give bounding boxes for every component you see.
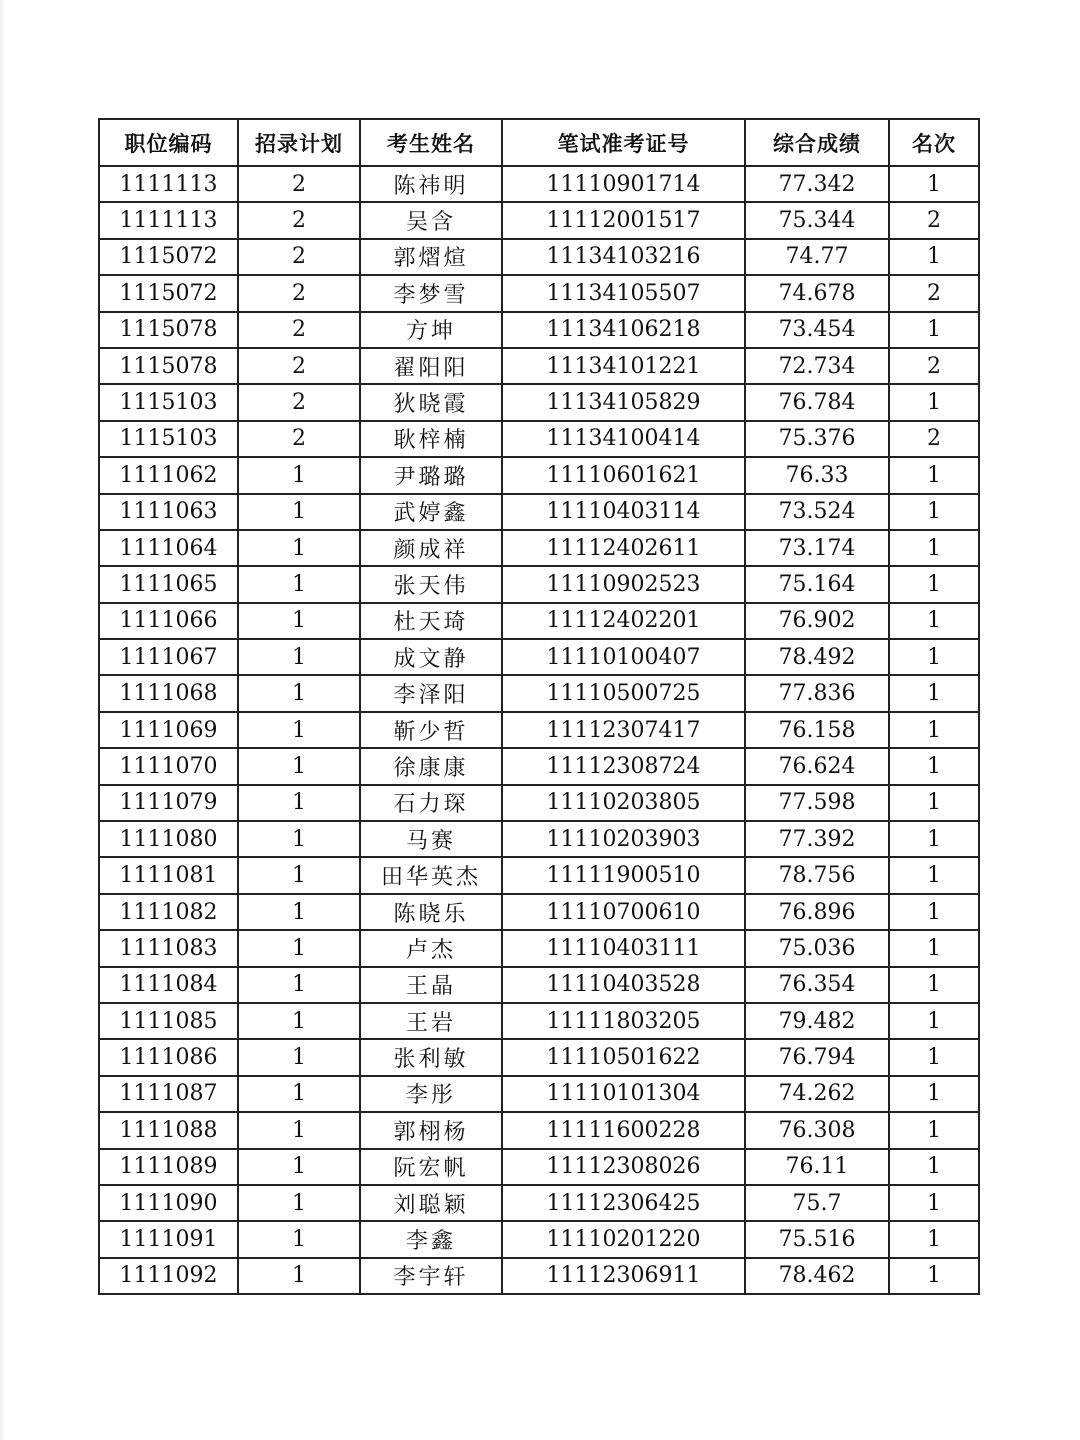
table-row [99, 930, 979, 966]
recruitment-plan-cell: 1 [238, 1221, 360, 1257]
recruitment-plan-cell: 1 [238, 967, 360, 1003]
overall-score-cell: 75.516 [745, 1221, 889, 1257]
position-code-cell: 1111089 [99, 1149, 238, 1185]
exam-ticket-cell: 11134105829 [502, 384, 745, 420]
table-row [99, 457, 979, 493]
position-code-cell: 1111113 [99, 166, 238, 202]
exam-ticket-cell: 11112308026 [502, 1149, 745, 1185]
table-row [99, 1112, 979, 1148]
rank-cell: 2 [889, 275, 979, 311]
candidate-name-cell: 马赛 [360, 821, 502, 857]
recruitment-plan-cell: 2 [238, 384, 360, 420]
exam-ticket-cell: 11111803205 [502, 1003, 745, 1039]
header-position-code: 职位编码 [99, 119, 238, 166]
candidate-name-cell: 陈晓乐 [360, 894, 502, 930]
header-rank: 名次 [889, 119, 979, 166]
candidate-name-cell: 成文静 [360, 639, 502, 675]
rank-cell: 1 [889, 1003, 979, 1039]
position-code-cell: 1111088 [99, 1112, 238, 1148]
position-code-cell: 1111084 [99, 967, 238, 1003]
recruitment-plan-cell: 1 [238, 675, 360, 711]
exam-ticket-cell: 11134105507 [502, 275, 745, 311]
overall-score-cell: 73.524 [745, 494, 889, 530]
candidate-name-cell: 张利敏 [360, 1039, 502, 1075]
rank-cell: 1 [889, 1221, 979, 1257]
position-code-cell: 1115103 [99, 421, 238, 457]
rank-cell: 1 [889, 1112, 979, 1148]
rank-cell: 1 [889, 748, 979, 784]
recruitment-plan-cell: 1 [238, 1258, 360, 1294]
recruitment-plan-cell: 1 [238, 930, 360, 966]
header-candidate-name: 考生姓名 [360, 119, 502, 166]
position-code-cell: 1111090 [99, 1185, 238, 1221]
position-code-cell: 1115072 [99, 275, 238, 311]
rank-cell: 1 [889, 894, 979, 930]
candidate-name-cell: 杜天琦 [360, 603, 502, 639]
recruitment-plan-cell: 1 [238, 821, 360, 857]
candidate-name-cell: 靳少哲 [360, 712, 502, 748]
rank-cell: 1 [889, 967, 979, 1003]
rank-cell: 1 [889, 785, 979, 821]
exam-ticket-cell: 11110101304 [502, 1076, 745, 1112]
position-code-cell: 1111062 [99, 457, 238, 493]
table-row [99, 566, 979, 602]
recruitment-plan-cell: 1 [238, 457, 360, 493]
overall-score-cell: 76.784 [745, 384, 889, 420]
position-code-cell: 1111070 [99, 748, 238, 784]
overall-score-cell: 78.756 [745, 857, 889, 893]
rank-cell: 1 [889, 675, 979, 711]
table-row [99, 785, 979, 821]
position-code-cell: 1111113 [99, 202, 238, 238]
position-code-cell: 1111067 [99, 639, 238, 675]
table-row [99, 239, 979, 275]
rank-cell: 1 [889, 930, 979, 966]
exam-ticket-cell: 11110500725 [502, 675, 745, 711]
candidate-name-cell: 尹璐璐 [360, 457, 502, 493]
rank-cell: 2 [889, 202, 979, 238]
rank-cell: 2 [889, 348, 979, 384]
recruitment-plan-cell: 1 [238, 1149, 360, 1185]
exam-ticket-cell: 11110902523 [502, 566, 745, 602]
overall-score-cell: 74.678 [745, 275, 889, 311]
recruitment-plan-cell: 1 [238, 566, 360, 602]
position-code-cell: 1111080 [99, 821, 238, 857]
table-body [99, 166, 979, 1294]
position-code-cell: 1111087 [99, 1076, 238, 1112]
overall-score-cell: 75.376 [745, 421, 889, 457]
table-row [99, 384, 979, 420]
recruitment-plan-cell: 1 [238, 1003, 360, 1039]
candidate-name-cell: 徐康康 [360, 748, 502, 784]
exam-ticket-cell: 11110700610 [502, 894, 745, 930]
position-code-cell: 1111063 [99, 494, 238, 530]
position-code-cell: 1111081 [99, 857, 238, 893]
position-code-cell: 1115078 [99, 312, 238, 348]
exam-ticket-cell: 11110403528 [502, 967, 745, 1003]
overall-score-cell: 77.342 [745, 166, 889, 202]
recruitment-plan-cell: 1 [238, 785, 360, 821]
exam-ticket-cell: 11134106218 [502, 312, 745, 348]
candidate-name-cell: 田华英杰 [360, 857, 502, 893]
candidate-name-cell: 刘聪颖 [360, 1185, 502, 1221]
overall-score-cell: 76.902 [745, 603, 889, 639]
exam-ticket-cell: 11112308724 [502, 748, 745, 784]
overall-score-cell: 77.392 [745, 821, 889, 857]
recruitment-plan-cell: 2 [238, 166, 360, 202]
recruitment-plan-cell: 1 [238, 857, 360, 893]
overall-score-cell: 79.482 [745, 1003, 889, 1039]
table-row [99, 312, 979, 348]
candidate-name-cell: 石力琛 [360, 785, 502, 821]
overall-score-cell: 74.77 [745, 239, 889, 275]
header-exam-ticket-number: 笔试准考证号 [502, 119, 745, 166]
exam-ticket-cell: 11110203805 [502, 785, 745, 821]
exam-ticket-cell: 11112001517 [502, 202, 745, 238]
exam-ticket-cell: 11112402201 [502, 603, 745, 639]
recruitment-plan-cell: 1 [238, 603, 360, 639]
table-row [99, 1076, 979, 1112]
table-row [99, 1149, 979, 1185]
overall-score-cell: 74.262 [745, 1076, 889, 1112]
position-code-cell: 1111064 [99, 530, 238, 566]
position-code-cell: 1115078 [99, 348, 238, 384]
rank-cell: 1 [889, 494, 979, 530]
candidate-name-cell: 卢杰 [360, 930, 502, 966]
rank-cell: 1 [889, 1258, 979, 1294]
rank-cell: 1 [889, 530, 979, 566]
overall-score-cell: 75.164 [745, 566, 889, 602]
candidate-name-cell: 阮宏帆 [360, 1149, 502, 1185]
recruitment-plan-cell: 2 [238, 202, 360, 238]
recruitment-plan-cell: 1 [238, 1076, 360, 1112]
overall-score-cell: 75.344 [745, 202, 889, 238]
position-code-cell: 1111091 [99, 1221, 238, 1257]
table-row [99, 494, 979, 530]
candidate-name-cell: 武婷鑫 [360, 494, 502, 530]
overall-score-cell: 77.598 [745, 785, 889, 821]
rank-cell: 1 [889, 457, 979, 493]
table-row [99, 821, 979, 857]
overall-score-cell: 76.624 [745, 748, 889, 784]
exam-ticket-cell: 11110100407 [502, 639, 745, 675]
table-row [99, 1003, 979, 1039]
candidate-name-cell: 张天伟 [360, 566, 502, 602]
candidate-name-cell: 李宇轩 [360, 1258, 502, 1294]
position-code-cell: 1115072 [99, 239, 238, 275]
candidate-name-cell: 李泽阳 [360, 675, 502, 711]
table-row [99, 1039, 979, 1075]
exam-ticket-cell: 11112306425 [502, 1185, 745, 1221]
rank-cell: 1 [889, 1039, 979, 1075]
table-row [99, 1185, 979, 1221]
rank-cell: 1 [889, 566, 979, 602]
recruitment-plan-cell: 1 [238, 748, 360, 784]
recruitment-plan-cell: 1 [238, 1112, 360, 1148]
rank-cell: 1 [889, 166, 979, 202]
recruitment-plan-cell: 1 [238, 1185, 360, 1221]
exam-ticket-cell: 11134103216 [502, 239, 745, 275]
candidate-name-cell: 王晶 [360, 967, 502, 1003]
position-code-cell: 1111069 [99, 712, 238, 748]
recruitment-plan-cell: 1 [238, 712, 360, 748]
position-code-cell: 1111092 [99, 1258, 238, 1294]
overall-score-cell: 78.492 [745, 639, 889, 675]
table-row [99, 530, 979, 566]
position-code-cell: 1111086 [99, 1039, 238, 1075]
rank-cell: 1 [889, 603, 979, 639]
exam-ticket-cell: 11112402611 [502, 530, 745, 566]
table-row [99, 967, 979, 1003]
header-overall-score: 综合成绩 [745, 119, 889, 166]
position-code-cell: 1111068 [99, 675, 238, 711]
exam-ticket-cell: 11110201220 [502, 1221, 745, 1257]
exam-ticket-cell: 11110901714 [502, 166, 745, 202]
table-row [99, 603, 979, 639]
recruitment-plan-cell: 1 [238, 494, 360, 530]
exam-ticket-cell: 11110403114 [502, 494, 745, 530]
rank-cell: 1 [889, 1185, 979, 1221]
candidate-name-cell: 陈祎明 [360, 166, 502, 202]
overall-score-cell: 76.33 [745, 457, 889, 493]
rank-cell: 1 [889, 712, 979, 748]
candidate-name-cell: 李鑫 [360, 1221, 502, 1257]
exam-ticket-cell: 11110403111 [502, 930, 745, 966]
table-row [99, 894, 979, 930]
overall-score-cell: 76.896 [745, 894, 889, 930]
recruitment-plan-cell: 1 [238, 639, 360, 675]
candidate-name-cell: 方坤 [360, 312, 502, 348]
recruitment-plan-cell: 2 [238, 348, 360, 384]
exam-ticket-cell: 11112306911 [502, 1258, 745, 1294]
overall-score-cell: 76.158 [745, 712, 889, 748]
recruitment-plan-cell: 2 [238, 421, 360, 457]
candidate-name-cell: 耿梓楠 [360, 421, 502, 457]
rank-cell: 1 [889, 857, 979, 893]
overall-score-cell: 76.308 [745, 1112, 889, 1148]
recruitment-plan-cell: 2 [238, 312, 360, 348]
table-row [99, 712, 979, 748]
candidate-name-cell: 颜成祥 [360, 530, 502, 566]
recruitment-plan-cell: 2 [238, 275, 360, 311]
overall-score-cell: 77.836 [745, 675, 889, 711]
exam-ticket-cell: 11110601621 [502, 457, 745, 493]
rank-cell: 1 [889, 1076, 979, 1112]
table-row [99, 748, 979, 784]
candidate-name-cell: 狄晓霞 [360, 384, 502, 420]
results-table [98, 118, 980, 1295]
rank-cell: 1 [889, 239, 979, 275]
overall-score-cell: 73.174 [745, 530, 889, 566]
recruitment-plan-cell: 1 [238, 894, 360, 930]
table-row [99, 421, 979, 457]
exam-ticket-cell: 11134100414 [502, 421, 745, 457]
rank-cell: 1 [889, 639, 979, 675]
overall-score-cell: 76.794 [745, 1039, 889, 1075]
candidate-name-cell: 翟阳阳 [360, 348, 502, 384]
candidate-name-cell: 李梦雪 [360, 275, 502, 311]
exam-ticket-cell: 11110501622 [502, 1039, 745, 1075]
position-code-cell: 1111065 [99, 566, 238, 602]
exam-ticket-cell: 11110203903 [502, 821, 745, 857]
position-code-cell: 1111066 [99, 603, 238, 639]
candidate-name-cell: 郭栩杨 [360, 1112, 502, 1148]
position-code-cell: 1111082 [99, 894, 238, 930]
rank-cell: 1 [889, 312, 979, 348]
recruitment-plan-cell: 2 [238, 239, 360, 275]
table-row [99, 1221, 979, 1257]
exam-ticket-cell: 11111900510 [502, 857, 745, 893]
overall-score-cell: 78.462 [745, 1258, 889, 1294]
table-row [99, 166, 979, 202]
overall-score-cell: 76.11 [745, 1149, 889, 1185]
position-code-cell: 1115103 [99, 384, 238, 420]
table-row [99, 675, 979, 711]
rank-cell: 1 [889, 1149, 979, 1185]
candidate-name-cell: 李彤 [360, 1076, 502, 1112]
exam-ticket-cell: 11111600228 [502, 1112, 745, 1148]
table-row [99, 348, 979, 384]
table-row [99, 202, 979, 238]
overall-score-cell: 72.734 [745, 348, 889, 384]
candidate-name-cell: 吴含 [360, 202, 502, 238]
rank-cell: 2 [889, 421, 979, 457]
rank-cell: 1 [889, 821, 979, 857]
position-code-cell: 1111079 [99, 785, 238, 821]
table-row [99, 1258, 979, 1294]
exam-ticket-cell: 11134101221 [502, 348, 745, 384]
overall-score-cell: 75.036 [745, 930, 889, 966]
rank-cell: 1 [889, 384, 979, 420]
table-row [99, 639, 979, 675]
recruitment-plan-cell: 1 [238, 530, 360, 566]
candidate-name-cell: 郭熠煊 [360, 239, 502, 275]
table-header-row [99, 119, 979, 166]
position-code-cell: 1111083 [99, 930, 238, 966]
header-recruitment-plan: 招录计划 [238, 119, 360, 166]
table-row [99, 857, 979, 893]
recruitment-plan-cell: 1 [238, 1039, 360, 1075]
exam-ticket-cell: 11112307417 [502, 712, 745, 748]
overall-score-cell: 76.354 [745, 967, 889, 1003]
candidate-name-cell: 王岩 [360, 1003, 502, 1039]
position-code-cell: 1111085 [99, 1003, 238, 1039]
table-row [99, 275, 979, 311]
overall-score-cell: 75.7 [745, 1185, 889, 1221]
overall-score-cell: 73.454 [745, 312, 889, 348]
